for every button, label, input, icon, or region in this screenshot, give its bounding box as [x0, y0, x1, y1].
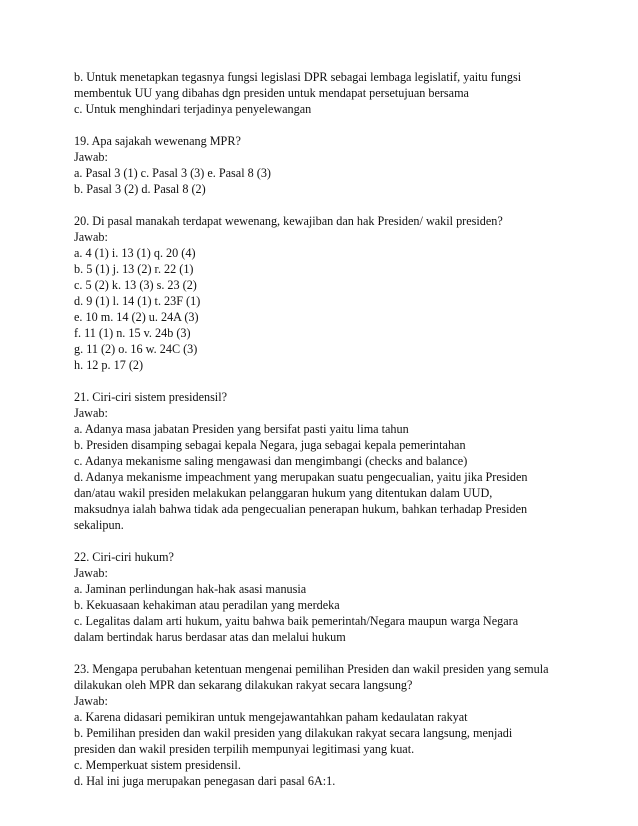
text-line: c. Adanya mekanisme saling mengawasi dan mengimbangi (checks and balance) — [74, 454, 468, 468]
text-line: c. 5 (2) k. 13 (3) s. 23 (2) — [74, 278, 197, 292]
text-line: maksudnya ialah bahwa tidak ada pengecualian penerapan hukum, bahkan terhadap Presiden — [74, 502, 528, 516]
text-line: d. Hal ini juga merupakan penegasan dari pasal 6A:1. — [74, 774, 336, 788]
text-line: Jawab: — [74, 694, 108, 708]
text-line: 19. Apa sajakah wewenang MPR? — [74, 134, 241, 148]
paragraph-gap — [74, 197, 574, 213]
paragraph-gap — [74, 645, 574, 661]
text-line: b. Untuk menetapkan tegasnya fungsi legislasi DPR sebagai lembaga legislatif, yaitu fungsi — [74, 70, 522, 84]
text-line: f. 11 (1) n. 15 v. 24b (3) — [74, 326, 191, 340]
text-line: Jawab: — [74, 150, 108, 164]
text-block — [74, 389, 574, 533]
document-page — [74, 69, 574, 789]
text-block — [74, 69, 574, 117]
text-line: b. 5 (1) j. 13 (2) r. 22 (1) — [74, 262, 194, 276]
text-line: c. Untuk menghindari terjadinya penyelewangan — [74, 102, 312, 116]
text-line: 21. Ciri-ciri sistem presidensil? — [74, 390, 227, 404]
text-line: c. Legalitas dalam arti hukum, yaitu bahwa baik pemerintah/Negara maupun warga Negara — [74, 614, 519, 628]
text-line: e. 10 m. 14 (2) u. 24A (3) — [74, 310, 199, 324]
text-line: membentuk UU yang dibahas dgn presiden untuk mendapat persetujuan bersama — [74, 86, 469, 100]
text-line: c. Memperkuat sistem presidensil. — [74, 758, 241, 772]
paragraph-gap — [74, 533, 574, 549]
paragraph-gap — [74, 373, 574, 389]
text-line: a. Karena didasari pemikiran untuk mengejawantahkan paham kedaulatan rakyat — [74, 710, 468, 724]
text-line: d. 9 (1) l. 14 (1) t. 23F (1) — [74, 294, 201, 308]
text-block — [74, 133, 574, 197]
text-line: a. Adanya masa jabatan Presiden yang bersifat pasti yaitu lima tahun — [74, 422, 409, 436]
text-line: sekalipun. — [74, 518, 124, 532]
paragraph-gap — [74, 117, 574, 133]
text-line: 23. Mengapa perubahan ketentuan mengenai pemilihan Presiden dan wakil presiden yang semula — [74, 662, 549, 676]
text-line: b. Pemilihan presiden dan wakil presiden yang dilakukan rakyat secara langsung, menjadi — [74, 726, 513, 740]
text-line: h. 12 p. 17 (2) — [74, 358, 144, 372]
text-line: b. Pasal 3 (2) d. Pasal 8 (2) — [74, 182, 206, 196]
text-block — [74, 661, 574, 789]
text-line: presiden dan wakil presiden terpilih mempunyai legitimasi yang kuat. — [74, 742, 415, 756]
text-line: Jawab: — [74, 406, 108, 420]
text-line: a. Pasal 3 (1) c. Pasal 3 (3) e. Pasal 8 (3) — [74, 166, 271, 180]
text-line: dalam bertindak harus berdasar atas dan melalui hukum — [74, 630, 346, 644]
text-block — [74, 549, 574, 645]
text-line: a. Jaminan perlindungan hak-hak asasi manusia — [74, 582, 307, 596]
text-line: b. Presiden disamping sebagai kepala Negara, juga sebagai kepala pemerintahan — [74, 438, 466, 452]
text-line: a. 4 (1) i. 13 (1) q. 20 (4) — [74, 246, 196, 260]
text-line: Jawab: — [74, 230, 108, 244]
text-line: b. Kekuasaan kehakiman atau peradilan yang merdeka — [74, 598, 340, 612]
text-line: 22. Ciri-ciri hukum? — [74, 550, 174, 564]
text-line: Jawab: — [74, 566, 108, 580]
text-block — [74, 213, 574, 373]
text-line: 20. Di pasal manakah terdapat wewenang, kewajiban dan hak Presiden/ wakil presiden? — [74, 214, 503, 228]
text-line: g. 11 (2) o. 16 w. 24C (3) — [74, 342, 198, 356]
text-line: dilakukan oleh MPR dan sekarang dilakukan rakyat secara langsung? — [74, 678, 413, 692]
text-line: dan/atau wakil presiden melakukan pelanggaran hukum yang ditentukan dalam UUD, — [74, 486, 493, 500]
text-line: d. Adanya mekanisme impeachment yang merupakan suatu pengecualian, yaitu jika Presiden — [74, 470, 528, 484]
